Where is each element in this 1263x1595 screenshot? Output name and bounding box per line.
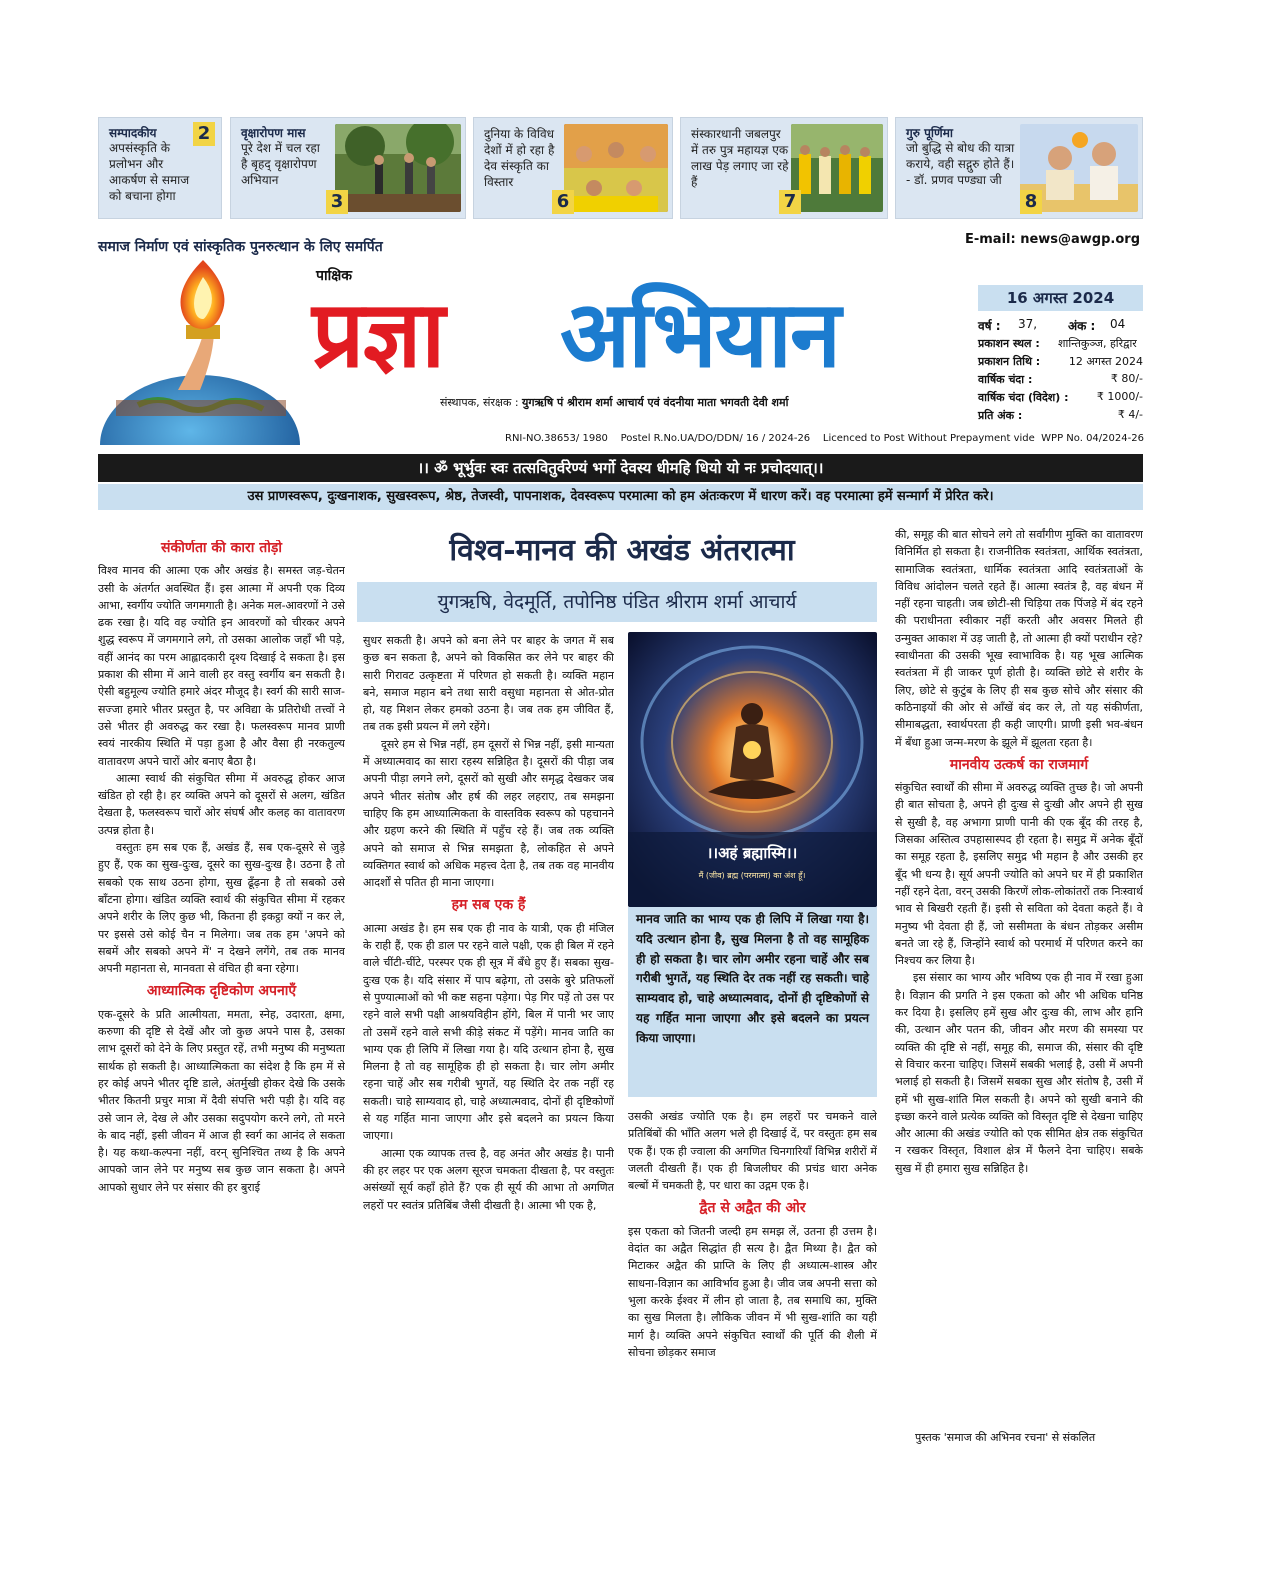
place-value: शान्तिकुञ्ज, हरिद्वार bbox=[1058, 337, 1137, 350]
image-caption-sanskrit: ।।अहं ब्रह्मास्मि।। bbox=[706, 844, 798, 862]
annual-fee-value: ₹ 80/- bbox=[1110, 372, 1143, 385]
page-number-badge: 8 bbox=[1020, 190, 1042, 214]
pubdate-value: 12 अगस्त 2024 bbox=[1068, 355, 1143, 368]
pubdate-row bbox=[978, 354, 1143, 371]
teaser-world-culture[interactable] bbox=[473, 117, 673, 219]
article-column-2 bbox=[363, 632, 614, 1445]
paragraph: उसकी अखंड ज्योति एक है। हम लहरों पर चमकने वाले प्रतिबिंबों की भाँति अलग भले ही दिखाई दें, पर वस्तुतः हम सब एक हैं। एक ही ज्वाला की अगणित चिनगारियाँ विभिन्न शरीरों में जलती दीखती हैं। एक ही बिजलीघर की प्रचंड धारा अनेक बल्बों में चमकती है, पर धारा का उद्गम एक है। bbox=[628, 1110, 877, 1193]
teaser-guru-purnima[interactable] bbox=[895, 117, 1143, 219]
teaser-plantation[interactable] bbox=[230, 117, 466, 219]
paragraph: आत्मा एक व्यापक तत्त्व है, वह अनंत और अखंड है। पानी की हर लहर पर एक अलग सूरज चमकता दीखता है, पर वस्तुतः असंख्यों सूर्य कहाँ होते हैं? एक ही सूर्य की आभा तो अगणित लहरों पर स्वतंत्र प्रतिबिंब जैसी दीखती है। आत्मा भी एक है, bbox=[363, 1146, 614, 1212]
paragraph: विश्व मानव की आत्मा एक और अखंड है। समस्त जड़-चेतन उसी के अंतर्गत अवस्थित हैं। इस आत्मा में अपनी एक दिव्य आभा, स्वर्गीय ज्योति जगमगाती है। अनेक मल-आवरणों ने उसे ढक रखा है। यदि वह ज्योति इन आवरणों को चीरकर अपने शुद्ध स्वरूप में जगमगाने लगे, तो उसका आलोक जहाँ भी पड़े, वहीं आनंद का परम आह्लादकारी दृश्य दिखाई दे सकता है। इस प्रकाश की सीमा में आने वाली हर वस्तु स्वर्गीय बन सकती है। ऐसी बहुमूल्य ज्योति हमारे अंदर मौजूद है। स्वर्ग की सारी साज-सज्जा हमारे भीतर प्रस्तुत है, पर अविद्या के प्रतिरोधी तत्त्वों ने उसे भीतर ही अवरुद्ध कर रखा है। फलस्वरूप मानव प्राणी स्वयं नारकीय स्थिति में पड़ा हुआ है और वैसा ही नरकतुल्य वातावरण अपने चारों ओर बनाए बैठा है। bbox=[98, 564, 345, 768]
page-number-badge: 3 bbox=[326, 190, 348, 214]
issue-info-box bbox=[978, 285, 1143, 425]
pull-quote: मानव जाति का भाग्य एक ही लिपि में लिखा गया है। यदि उत्थान होना है, सुख मिलना है तो वह सामूहिक ही हो सकता है। चार लोग अमीर रहना चाहें और सब गरीबी भुगतें, यह स्थिति देर तक नहीं रह सकती। चाहे साम्यवाद हो, चाहे अध्यात्मवाद, दोनों ही दृष्टिकोणों से यह गर्हित माना जाएगा और इसे बदलने का प्रयत्न किया जाएगा। bbox=[628, 907, 877, 1097]
founder-line bbox=[440, 395, 788, 410]
gayatri-mantra-bar: ।। ॐ भूर्भुवः स्वः तत्सवितुर्वरेण्यं भर्गो देवस्य धीमहि धियो यो नः प्रचोदयात्।। bbox=[98, 454, 1143, 482]
paragraph: सुधर सकती है। अपने को बना लेने पर बाहर के जगत में सब कुछ बन सकता है, अपने को विकसित कर लेने पर बाहर की सारी गिरावट उत्कृष्टता में परिणत हो सकती है। व्यक्ति महान बने, समाज महान बने तथा सारी वसुधा महानता से ओत-प्रोत हो, यह मिशन लेकर हमको उठना है। जब तक हम जीवित हैं, तब तक इसी प्रयत्न में लगे रहेंगे। bbox=[363, 634, 614, 734]
article-headline: विश्व-मानव की अखंड अंतरात्मा bbox=[449, 533, 795, 568]
teaser-title: वृक्षारोपण मास bbox=[241, 126, 306, 140]
pubdate-label: प्रकाशन तिथि : bbox=[978, 355, 1041, 368]
place-row bbox=[978, 336, 1143, 353]
teaser-text: अपसंस्कृति के प्रलोभन और आकर्षण से समाज को बचाना होगा bbox=[109, 141, 190, 203]
masthead-tagline: समाज निर्माण एवं सांस्कृतिक पुनरुत्थान के लिए समर्पित bbox=[98, 239, 383, 255]
paragraph: दूसरे हम से भिन्न नहीं, हम दूसरों से भिन्न नहीं, इसी मान्यता में अध्यात्मवाद का सारा रहस्य सन्निहित है। दूसरों की पीड़ा जब अपनी पीड़ा लगने लगे, दूसरों को सुखी और समृद्ध देखकर जब अपने भीतर संतोष और हर्ष की लहर लहराए, तब समझना चाहिए कि हम आध्यात्मिकता के वास्तविक स्वरूप को पहचानने और ग्रहण करने की स्थिति में पहुँच रहे हैं। जब तक व्यक्ति अपने को समाज से भिन्न समझता है, लोकहित से अपने व्यक्तिगत स्वार्थ को अधिक महत्त्व देता है, तब तक वह मानवीय आदर्शों से पतित ही माना जाएगा। bbox=[363, 737, 614, 890]
issue-date: 16 अगस्त 2024 bbox=[978, 285, 1143, 311]
foreign-fee-value: ₹ 1000/- bbox=[1096, 390, 1143, 403]
paragraph: इस एकता को जितनी जल्दी हम समझ लें, उतना ही उत्तम है। वेदांत का अद्वैत सिद्धांत ही सत्य है। द्वैत मिथ्या है। द्वैत को मिटाकर अद्वैत की प्राप्ति के लिए ही अध्यात्म-शास्त्र और साधना-विज्ञान का आविर्भाव हुआ है। जीव जब अपनी सत्ता को भुला करके ईश्वर में लीन हो जाता है, तब समाधि का, मुक्ति का सुख मिलता है। लौकिक जीवन में भी सुख-शांति का यही मार्ग है। व्यक्ति अपने संकुचित स्वार्थों की पूर्ति की शैली में सोचना छोड़कर समाज bbox=[628, 1224, 877, 1359]
teaser-editorial[interactable] bbox=[98, 117, 222, 219]
paragraph: एक-दूसरे के प्रति आत्मीयता, ममता, स्नेह, उदारता, क्षमा, करुणा की दृष्टि से देखें और जो कुछ अपने पास है, उसका लाभ दूसरों को देने के लिए प्रस्तुत रहें, तभी मनुष्य की मनुष्यता सार्थक हो सकती है। आध्यात्मिकता का संदेश है कि हम में से हर कोई अपने भीतर दृष्टि डाले, अंतर्मुखी होकर देखे कि उसके भीतर कितनी प्रचुर मात्रा में दैवी संपत्ति भरी पड़ी है। यदि वह उसे जान ले, देख ले और उसका सदुपयोग करने लगे, तो मरने के बाद नहीं, इसी जीवन में आज ही स्वर्ग का आनंद ले सकता है। यह कथा-कल्पना नहीं, वरन् सुनिश्चित तथ्य है कि अपने आपको जान लेने पर मनुष्य सब कुछ जान सकता है। अपने आपको सुधार लेने पर संसार की हर बुराई bbox=[98, 1007, 345, 1194]
subheading: हम सब एक हैं bbox=[451, 897, 526, 914]
masthead-title-part2: अभियान bbox=[560, 280, 840, 388]
page-number-badge: 2 bbox=[193, 122, 215, 146]
teaser-text: पूरे देश में चल रहा है बृहद् वृक्षारोपण अभियान bbox=[241, 141, 320, 187]
torch-globe-logo-icon bbox=[98, 255, 303, 445]
contact-email[interactable]: E-mail: news@awgp.org bbox=[964, 232, 1140, 247]
paragraph: संकुचित स्वार्थों की सीमा में अवरुद्ध व्यक्ति तुच्छ है। जो अपनी ही बात सोचता है, अपने ही दुःख से दुःखी और अपने ही सुख से सुखी है, वह अभागा प्राणी पानी की एक बूँद की तरह है, जिसका अस्तित्व उपहासास्पद ही रहता है। समुद्र में अनेक बूँदों का समूह रहता है, इसलिए समुद्र भी महान है और उसकी हर बूँद भी धन्य है। सूर्य अपनी ज्योति को अपने घर में ही प्रकाशित नहीं रहने देता, वरन् उसकी किरणें लोक-लोकांतरों तक निःस्वार्थ भाव से बिखरी रहती हैं। इसी से सविता को देवता कहते हैं। वे मनुष्य भी देवता ही हैं, जो ससीमता के बंधन तोड़कर असीम बनते जा रहे हैं, जिन्होंने स्वार्थ को परमार्थ में परिणत करने का निश्चय कर लिया है। bbox=[895, 781, 1143, 968]
foreign-fee-label: वार्षिक चंदा (विदेश) : bbox=[978, 391, 1069, 404]
copy-price-label: प्रति अंक : bbox=[978, 409, 1023, 422]
foreign-fee-row bbox=[978, 390, 1143, 407]
registration-line: RNI-NO.38653/ 1980 Postel R.No.UA/DO/DDN/ 16 / 2024-26 Licenced to Post Without Prepayment vide WPP No. 04/2024-26 bbox=[505, 433, 1144, 444]
masthead-title-part1: प्रज्ञा bbox=[312, 280, 444, 388]
teaser-text: संस्कारधानी जबलपुर में तरु पुत्र महायज्ञ एक लाख पेड़ लगाए जा रहे हैं bbox=[691, 127, 789, 189]
article-source-credit: पुस्तक 'समाज की अभिनव रचना' से संकलित bbox=[915, 1431, 1096, 1444]
article-column-4 bbox=[895, 526, 1143, 1426]
article-author: युगऋषि, वेदमूर्ति, तपोनिष्ठ पंडित श्रीराम शर्मा आचार्य bbox=[357, 582, 877, 622]
subheading: आध्यात्मिक दृष्टिकोण अपनाएँ bbox=[146, 983, 297, 1000]
jabalpur-event-photo bbox=[791, 124, 883, 212]
issue-value: 04 bbox=[1110, 317, 1126, 331]
subheading: मानवीय उत्कर्ष का राजमार्ग bbox=[949, 756, 1089, 773]
teaser-title: सम्पादकीय bbox=[109, 126, 157, 140]
issue-label: अंक : bbox=[1068, 319, 1096, 333]
paragraph: की, समूह की बात सोचने लगे तो सर्वांगीण मुक्ति का वातावरण विनिर्मित हो सकता है। राजनीतिक स्वतंत्रता, आर्थिक स्वतंत्रता, सामाजिक स्वतंत्रता, धार्मिक स्वतंत्रता आदि स्वतंत्रताओं के विविध आंदोलन चलते रहते हैं। आत्मा स्वतंत्र है, वह बंधन में नहीं रहना चाहती। जब छोटी-सी चिड़िया तक पिंजड़े में बंद रहने की पराधीनता स्वीकार नहीं करती और अवसर मिलते ही उन्मुक्त आकाश में उड़ जाती है, तो आत्मा ही क्यों पराधीन रहे? स्वाधीनता की उसकी भूख स्वाभाविक है। यह भूख आत्मिक स्वतंत्रता में ही जाकर पूर्ण होती है। व्यक्ति छोटे से शरीर के लिए, छोटे से कुटुंब के लिए ही सब कुछ सोचे और संसार की कठिनाइयों की ओर से आँखें बंद कर ले, तो यह संकीर्णता, सीमाबद्धता, स्वार्थपरता ही कही जाएगी। प्राणी इसी भव-बंधन में बँधा हुआ जन्म-मरण के झूले में झूलता रहता है। bbox=[895, 528, 1143, 749]
teaser-text: दुनिया के विविध देशों में हो रहा है देव संस्कृति का विस्तार bbox=[484, 127, 555, 189]
paragraph: आत्मा स्वार्थ की संकुचित सीमा में अवरुद्ध होकर आज खंडित हो रही है। हर व्यक्ति अपने को दूसरों से अलग, खंडित देखता है, फलस्वरूप चारों ओर संघर्ष और कलह का वातावरण उत्पन्न होता है। bbox=[98, 771, 345, 837]
year-label: वर्ष : bbox=[978, 319, 1001, 333]
founder-names: युगऋषि पं श्रीराम शर्मा आचार्य एवं वंदनीया माता भगवती देवी शर्मा bbox=[522, 396, 789, 409]
page-number-badge: 6 bbox=[552, 190, 574, 214]
teaser-text: जो बुद्धि से बोध की यात्रा कराये, वही सद्गुरु होते हैं। - डॉ. प्रणव पण्ड्या जी bbox=[906, 141, 1015, 187]
subheading: द्वैत से अद्वैत की ओर bbox=[699, 1200, 806, 1217]
place-label: प्रकाशन स्थल : bbox=[978, 337, 1040, 350]
founder-label: संस्थापक, संरक्षक : bbox=[440, 396, 519, 409]
paragraph: वस्तुतः हम सब एक हैं, अखंड हैं, सब एक-दूसरे से जुड़े हुए हैं, एक का सुख-दुःख, दूसरे का सुख-दुःख है। उठना है तो सबको एक साथ उठना होगा, सुख ढूँढ़ना है तो सबको उसे बाँटना होगा। खंडित व्यक्ति स्वार्थ की संकुचित सीमा में रहकर अपने शरीर के लिए कुछ भी, कितना ही इकट्ठा क्यों न कर ले, पर इससे उसे कोई चैन न मिलेगा। जब तक हम 'अपने को सबमें और सबको अपने में' न देखने लगेंगे, तब तक मानव अपनी महानता से, मानवता से वंचित ही बना रहेगा। bbox=[98, 841, 345, 976]
world-culture-photo bbox=[564, 124, 668, 212]
year-issue-row bbox=[978, 317, 1143, 335]
meditation-cosmos-image bbox=[628, 632, 877, 907]
paragraph: इस संसार का भाग्य और भविष्य एक ही नाव में रखा हुआ है। विज्ञान की प्रगति ने इस एकता को और भी अधिक घनिष्ठ कर दिया है। इसलिए हमें सुख और दुःख की, लाभ और हानि की, उत्थान और पतन की, जीवन और मरण की समस्या पर व्यक्ति की दृष्टि से नहीं, समूह की, समाज की, संसार की दृष्टि से विचार करना चाहिए। जिसमें सबकी भलाई है, उसी में अपनी भलाई हो सकती है। जिसमें सबका सुख और संतोष है, उसी में हमें भी सुख-शांति मिल सकती है। अपने को सुखी बनाने की इच्छा करने वाले प्रत्येक व्यक्ति को विस्तृत दृष्टि से देखना चाहिए और आत्मा की अखंड ज्योति को एक सीमित क्षेत्र तक संकुचित न रखकर विस्तृत, विशाल क्षेत्र में फैलने देना चाहिए। सबके सुख में ही हमारा सुख सन्निहित है। bbox=[895, 971, 1143, 1175]
publication-frequency: पाक्षिक bbox=[316, 268, 352, 284]
teaser-title: गुरु पूर्णिमा bbox=[906, 126, 953, 140]
copy-price-value: ₹ 4/- bbox=[1117, 408, 1143, 421]
annual-fee-label: वार्षिक चंदा : bbox=[978, 373, 1033, 386]
year-value: 37, bbox=[1018, 317, 1038, 331]
paragraph: आत्मा अखंड है। हम सब एक ही नाव के यात्री, एक ही मंजिल के राही हैं, एक ही डाल पर रहने वाले पक्षी, एक ही बिल में रहने वाले चींटी-चींटे, परस्पर एक ही सूत्र में बँधे हुए हैं। सबका सुख-दुःख एक है। यदि संसार में पाप बढ़ेगा, तो उसके बुरे प्रतिफलों से पुण्यात्माओं को भी कष्ट सहना पड़ेगा। पेड़ गिर पड़ें तो उस पर रहने वाले सभी पक्षी आश्रयविहीन होंगे, बिल में पानी भर जाए तो उसमें रहने वाले सभी कीड़े संकट में पड़ेंगे। मानव जाति का भाग्य एक ही लिपि में लिखा गया है। यदि उत्थान होना है, सुख मिलना है तो वह सामूहिक ही हो सकता है। चार लोग अमीर रहना चाहें और सब गरीबी भुगतें, यह स्थिति देर तक नहीं रह सकती। चाहे साम्यवाद हो, चाहे अध्यात्मवाद, दोनों ही दृष्टिकोणों से यह गर्हित माना जाएगा और इसे बदलने का प्रयत्न किया जाएगा। bbox=[363, 921, 614, 1143]
image-caption-meaning: मैं (जीव) ब्रह्म (परमात्मा) का अंश हूँ। bbox=[698, 871, 806, 880]
copy-price-row bbox=[978, 408, 1143, 425]
teaser-jabalpur[interactable] bbox=[680, 117, 888, 219]
article-column-1 bbox=[98, 540, 345, 1445]
mantra-meaning-bar: उस प्राणस्वरूप, दुःखनाशक, सुखस्वरूप, श्रेष्ठ, तेजस्वी, पापनाशक, देवस्वरूप परमात्मा को हम अंतःकरण में धारण करें। वह परमात्मा हमें सन्मार्ग में प्रेरित करे। bbox=[98, 484, 1143, 510]
article-column-3 bbox=[628, 1108, 877, 1445]
subheading: संकीर्णता की कारा तोड़ो bbox=[160, 540, 283, 556]
plantation-photo bbox=[335, 124, 461, 212]
page-number-badge: 7 bbox=[779, 190, 801, 214]
annual-fee-row bbox=[978, 372, 1143, 389]
